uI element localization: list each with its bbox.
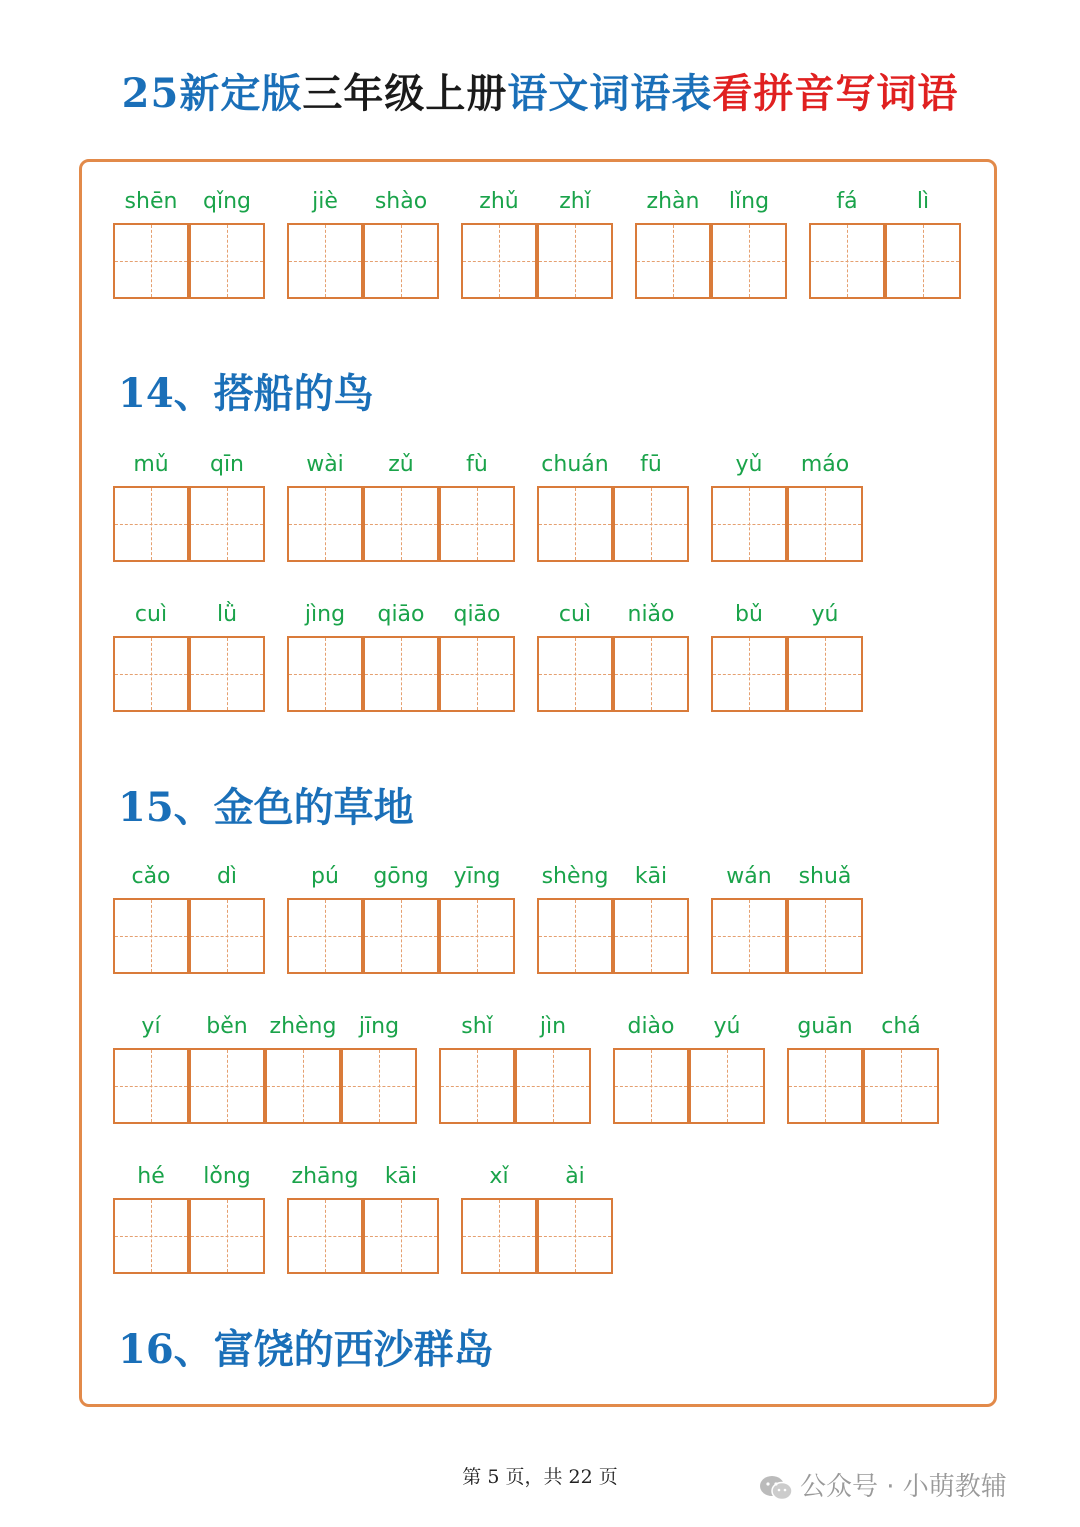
pinyin-label: shēn	[124, 189, 178, 214]
writing-cell[interactable]	[613, 486, 689, 562]
pinyin-label: fá	[836, 189, 858, 214]
writing-cell[interactable]	[113, 1048, 189, 1124]
pinyin-label: dì	[216, 864, 238, 889]
watermark	[758, 1466, 1007, 1503]
writing-cell[interactable]	[363, 898, 439, 974]
pinyin-label: niǎo	[627, 602, 675, 627]
writing-cell[interactable]	[613, 898, 689, 974]
pinyin-label: qīn	[209, 452, 245, 477]
writing-cell[interactable]	[287, 1198, 363, 1274]
pinyin-label: lì	[916, 189, 930, 214]
writing-cell[interactable]	[189, 898, 265, 974]
pinyin-label: shǐ	[461, 1014, 493, 1039]
writing-cell[interactable]	[439, 486, 515, 562]
pinyin-label: qiāo	[453, 602, 501, 627]
writing-cell[interactable]	[287, 223, 363, 299]
pinyin-label: chá	[881, 1014, 921, 1039]
writing-cell[interactable]	[363, 1198, 439, 1274]
page-title	[0, 62, 1080, 119]
writing-cell[interactable]	[287, 486, 363, 562]
writing-cell[interactable]	[863, 1048, 939, 1124]
page-number: 第 5 页，共 22 页	[462, 1466, 618, 1488]
writing-cell[interactable]	[537, 636, 613, 712]
writing-cell[interactable]	[113, 486, 189, 562]
writing-cell[interactable]	[613, 636, 689, 712]
pinyin-label: lǒng	[203, 1164, 251, 1189]
writing-cell[interactable]	[537, 898, 613, 974]
pinyin-label: jìng	[304, 602, 346, 627]
pinyin-label: hé	[137, 1164, 165, 1189]
pinyin-label: xǐ	[489, 1164, 509, 1189]
writing-cell[interactable]	[113, 898, 189, 974]
writing-cell[interactable]	[711, 486, 787, 562]
title-segment: 三年级上册	[302, 70, 508, 117]
pinyin-label: fù	[466, 452, 488, 477]
pinyin-label: pú	[311, 864, 339, 889]
pinyin-label: zhǔ	[479, 189, 519, 214]
writing-cell[interactable]	[787, 486, 863, 562]
writing-cell[interactable]	[189, 636, 265, 712]
writing-cell[interactable]	[189, 486, 265, 562]
pinyin-label: gōng	[373, 864, 429, 889]
pinyin-label: wán	[726, 864, 772, 889]
pinyin-label: fū	[640, 452, 662, 477]
writing-cell[interactable]	[711, 898, 787, 974]
watermark-text: 公众号 · 小萌教辅	[800, 1472, 1007, 1502]
pinyin-label: cuì	[134, 602, 168, 627]
pinyin-label: yí	[141, 1014, 161, 1039]
writing-cell[interactable]	[439, 898, 515, 974]
pinyin-label: lǜ	[216, 602, 238, 627]
pinyin-label: jīng	[358, 1014, 400, 1039]
pinyin-label: jiè	[312, 189, 338, 214]
pinyin-label: cuì	[558, 602, 592, 627]
writing-cell[interactable]	[189, 223, 265, 299]
pinyin-label: qiāo	[377, 602, 425, 627]
writing-cell[interactable]	[515, 1048, 591, 1124]
pinyin-label: zhāng	[291, 1164, 359, 1189]
pinyin-label: mǔ	[133, 452, 169, 477]
pinyin-label: lǐng	[728, 189, 770, 214]
writing-cell[interactable]	[341, 1048, 417, 1124]
writing-cell[interactable]	[363, 223, 439, 299]
writing-cell[interactable]	[537, 486, 613, 562]
pinyin-label: běn	[206, 1014, 248, 1039]
pinyin-label: zhèng	[269, 1014, 337, 1039]
writing-cell[interactable]	[189, 1048, 265, 1124]
writing-cell[interactable]	[439, 1048, 515, 1124]
pinyin-label: jìn	[539, 1014, 567, 1039]
writing-cell[interactable]	[265, 1048, 341, 1124]
writing-cell[interactable]	[787, 898, 863, 974]
pinyin-label: yīng	[453, 864, 501, 889]
writing-cell[interactable]	[439, 636, 515, 712]
pinyin-label: shèng	[541, 864, 609, 889]
pinyin-label: diào	[627, 1014, 675, 1039]
writing-cell[interactable]	[537, 1198, 613, 1274]
pinyin-label: bǔ	[735, 602, 763, 627]
lesson-heading: 14、搭船的鸟	[118, 370, 374, 417]
writing-cell[interactable]	[363, 636, 439, 712]
pinyin-label: kāi	[384, 1164, 418, 1189]
pinyin-label: zhǐ	[559, 189, 591, 214]
pinyin-label: yǔ	[735, 452, 763, 477]
writing-cell[interactable]	[113, 1198, 189, 1274]
pinyin-label: yú	[713, 1014, 741, 1039]
writing-cell[interactable]	[635, 223, 711, 299]
writing-cell[interactable]	[287, 636, 363, 712]
writing-cell[interactable]	[189, 1198, 265, 1274]
writing-cell[interactable]	[885, 223, 961, 299]
pinyin-label: zhàn	[646, 189, 700, 214]
title-segment: 看拼音写词语	[712, 70, 959, 117]
title-segment: 语文词语表	[507, 70, 713, 117]
writing-cell[interactable]	[711, 636, 787, 712]
pinyin-label: wài	[306, 452, 344, 477]
pinyin-label: kāi	[634, 864, 668, 889]
pinyin-label: ài	[565, 1164, 585, 1189]
writing-cell[interactable]	[613, 1048, 689, 1124]
pinyin-label: shuǎ	[798, 864, 852, 889]
pinyin-label: cǎo	[131, 864, 171, 889]
pinyin-label: guān	[797, 1014, 853, 1039]
pinyin-label: máo	[800, 452, 850, 477]
lesson-heading: 15、金色的草地	[118, 784, 414, 831]
pinyin-label: yú	[811, 602, 839, 627]
writing-cell[interactable]	[787, 636, 863, 712]
writing-cell[interactable]	[689, 1048, 765, 1124]
pinyin-label: zǔ	[388, 452, 414, 477]
writing-cell[interactable]	[809, 223, 885, 299]
writing-cell[interactable]	[461, 223, 537, 299]
writing-cell[interactable]	[287, 898, 363, 974]
wechat-icon	[758, 1474, 794, 1502]
lesson-heading: 16、富饶的西沙群岛	[118, 1326, 494, 1373]
writing-cell[interactable]	[113, 636, 189, 712]
title-segment: 25新定版	[121, 70, 303, 117]
writing-cell[interactable]	[787, 1048, 863, 1124]
writing-cell[interactable]	[461, 1198, 537, 1274]
writing-cell[interactable]	[113, 223, 189, 299]
pinyin-label: shào	[374, 189, 428, 214]
pinyin-label: qǐng	[203, 189, 251, 214]
writing-cell[interactable]	[711, 223, 787, 299]
pinyin-label: chuán	[541, 452, 609, 477]
writing-cell[interactable]	[363, 486, 439, 562]
writing-cell[interactable]	[537, 223, 613, 299]
